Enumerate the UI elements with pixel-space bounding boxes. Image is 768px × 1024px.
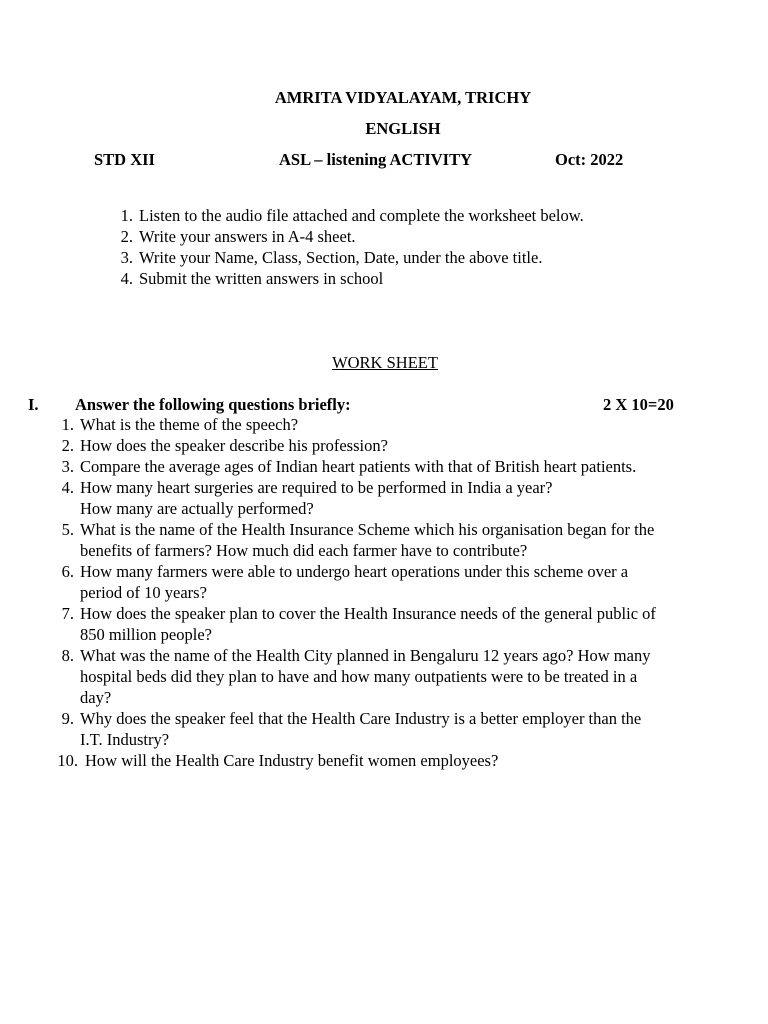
question-line: 850 million people? — [80, 625, 212, 644]
question-line: Compare the average ages of Indian heart patients with that of British heart patients. — [80, 457, 637, 476]
question-line: Why does the speaker feel that the Health Care Industry is a better employer than the — [80, 709, 642, 728]
question-line: period of 10 years? — [80, 583, 207, 602]
instruction-item — [120, 268, 584, 289]
question-number: 8. — [61, 646, 74, 665]
question-line: day? — [80, 688, 112, 707]
subject-title: ENGLISH — [365, 119, 441, 138]
question-line: What is the theme of the speech? — [80, 415, 299, 434]
question-line: benefits of farmers? How much did each farmer have to contribute? — [80, 541, 528, 560]
question-item — [61, 561, 656, 603]
question-line: How many heart surgeries are required to be performed in India a year? — [80, 478, 553, 497]
question-item — [61, 435, 656, 456]
std-label: STD XII — [94, 150, 155, 169]
question-number: 4. — [61, 478, 74, 497]
instruction-item — [120, 247, 584, 268]
instruction-number: 2. — [120, 227, 133, 246]
question-item — [61, 708, 656, 750]
instruction-text: Write your Name, Class, Section, Date, under the above title. — [139, 248, 543, 267]
question-item — [61, 477, 656, 519]
question-line: I.T. Industry? — [80, 730, 170, 749]
question-item — [61, 645, 656, 708]
question-line: What was the name of the Health City planned in Bengaluru 12 years ago? How many — [80, 646, 651, 665]
questions-list — [57, 414, 656, 771]
question-line: How does the speaker describe his profession? — [80, 436, 388, 455]
question-number: 10. — [57, 751, 78, 770]
instruction-number: 1. — [120, 206, 133, 225]
question-line: hospital beds did they plan to have and how many outpatients were to be treated in a — [80, 667, 638, 686]
question-line: How many are actually performed? — [80, 499, 314, 518]
question-line: How does the speaker plan to cover the Health Insurance needs of the general public of — [80, 604, 656, 623]
instruction-number: 3. — [120, 248, 133, 267]
instruction-text: Submit the written answers in school — [139, 269, 384, 288]
question-item — [61, 456, 656, 477]
question-number: 6. — [61, 562, 74, 581]
question-number: 1. — [61, 415, 74, 434]
instructions-list — [120, 205, 584, 289]
question-line: How will the Health Care Industry benefit women employees? — [85, 751, 499, 770]
instruction-text: Write your answers in A-4 sheet. — [139, 227, 356, 246]
section-heading: Answer the following questions briefly: — [75, 395, 351, 414]
question-number: 2. — [61, 436, 74, 455]
question-number: 3. — [61, 457, 74, 476]
activity-title: ASL – listening ACTIVITY — [279, 150, 473, 169]
question-line: What is the name of the Health Insurance Scheme which his organisation began for the — [80, 520, 655, 539]
instruction-number: 4. — [120, 269, 133, 288]
instruction-item — [120, 205, 584, 226]
question-number: 9. — [61, 709, 74, 728]
question-item — [61, 519, 656, 561]
question-number: 5. — [61, 520, 74, 539]
date-label: Oct: 2022 — [555, 150, 624, 169]
question-number: 7. — [61, 604, 74, 623]
section-numeral: I. — [28, 395, 39, 414]
question-line: How many farmers were able to undergo heart operations under this scheme over a — [80, 562, 629, 581]
instruction-item — [120, 226, 584, 247]
question-item — [57, 750, 656, 771]
school-name: AMRITA VIDYALAYAM, TRICHY — [274, 88, 532, 107]
marks-label: 2 X 10=20 — [603, 395, 674, 414]
worksheet-title: WORK SHEET — [332, 353, 438, 372]
question-item — [61, 414, 656, 435]
question-item — [61, 603, 656, 645]
instruction-text: Listen to the audio file attached and complete the worksheet below. — [139, 206, 584, 225]
